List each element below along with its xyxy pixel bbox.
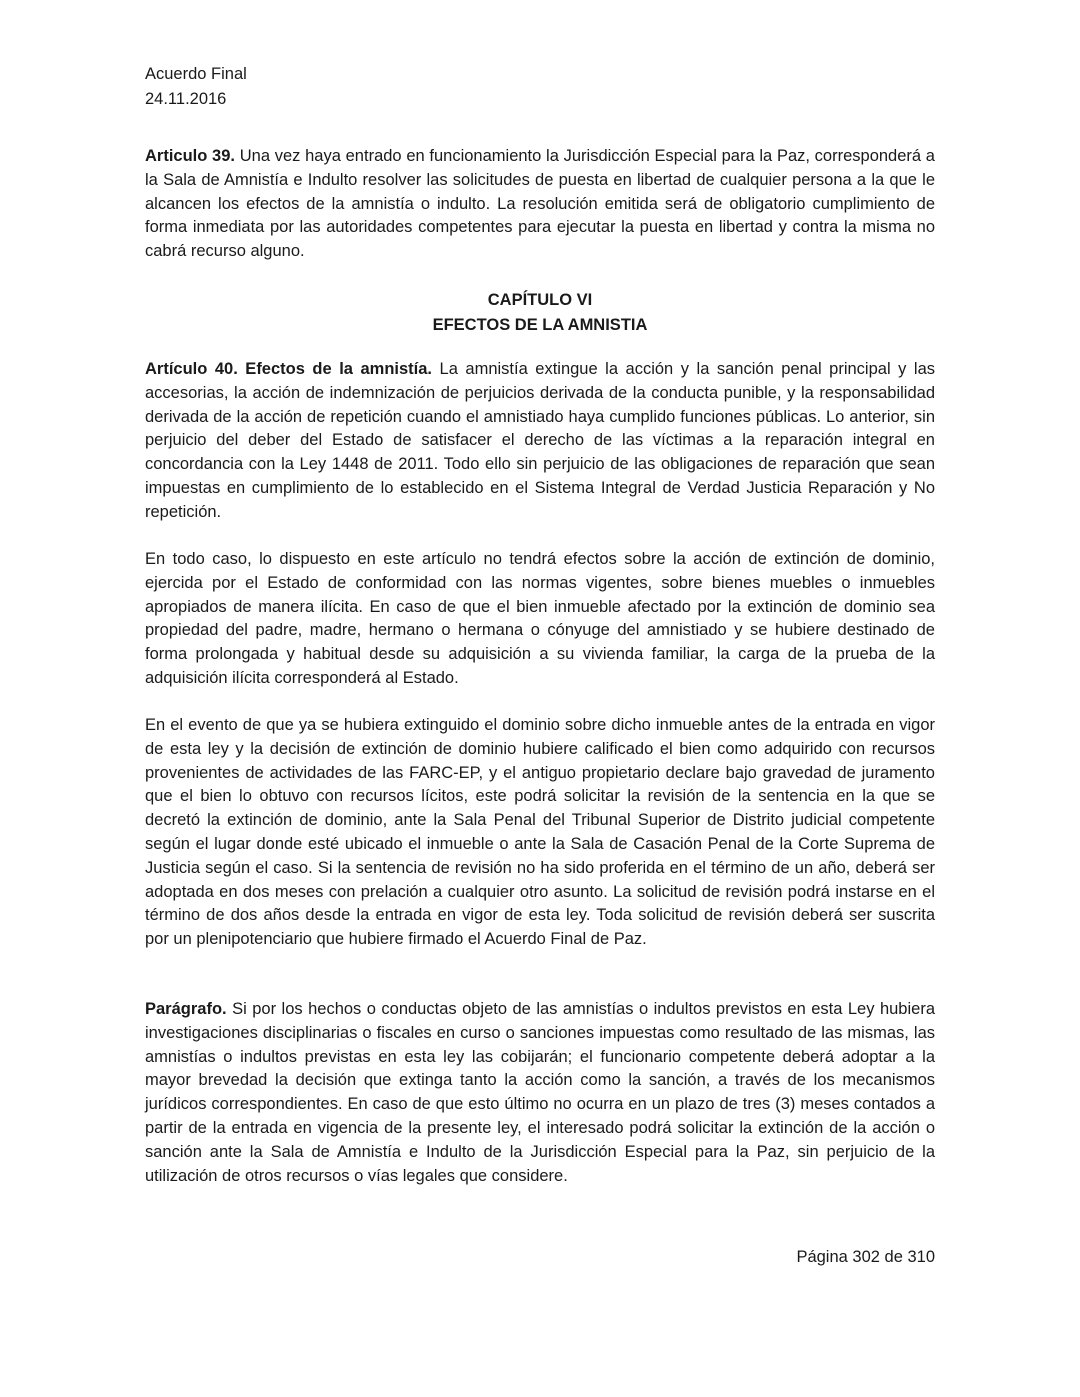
article-39-text: Una vez haya entrado en funcionamiento la Jurisdicción Especial para la Paz, corresponderá a la Sala de Amnistía e Indulto resolver las solicitudes de puesta en libertad de cualquier persona a la que le alcancen los efectos de la amnistía o indulto. La resolución emitida será de obligatorio cumplimiento de forma inmediata por las autoridades competentes para ejecutar la puesta en libertad y contra la misma no cabrá recurso alguno. (145, 147, 935, 261)
paragrafo-text: Si por los hechos o conductas objeto de las amnistías o indultos previstos en esta Ley hubiera investigaciones disciplinarias o fiscales en curso o sanciones impuestas como resultado de las mismas, las amnistías o indultos previstas en esta ley las cobijarán; el funcionario competente deberá adoptar a la mayor brevedad la decisión que extinga tanto la acción como la sanción, a través de los mecanismos jurídicos correspondientes. En caso de que esto último no ocurra en un plazo de tres (3) meses contados a partir de la entrada en vigencia de la presente ley, el interesado podrá solicitar la extinción de la acción o sanción ante la Sala de Amnistía e Indulto de la Jurisdicción Especial para la Paz, sin perjuicio de la utilización de otros recursos o vías legales que considere. (145, 1000, 935, 1185)
header-date: 24.11.2016 (145, 90, 227, 108)
chapter-number: CAPÍTULO VI (487, 291, 593, 309)
article-40-paragraph (145, 358, 935, 525)
chapter-heading (145, 288, 935, 338)
article-39-paragraph (145, 145, 935, 264)
chapter-title: EFECTOS DE LA AMNISTIA (432, 316, 648, 334)
article-40-paragraph-2: En todo caso, lo dispuesto en este artículo no tendrá efectos sobre la acción de extinción de dominio, ejercida por el Estado de conformidad con las normas vigentes, sobre bienes muebles o inmuebles apropiados de manera ilícita. En caso de que el bien inmueble afectado por la extinción de dominio sea propiedad del padre, madre, hermano o hermana o cónyuge del amnistiado y se hubiere destinado de forma prolongada y habitual desde su adquisición a su vivienda familiar, la carga de la prueba de la adquisición ilícita corresponderá al Estado. (145, 550, 935, 687)
paragrafo-paragraph (145, 998, 935, 1188)
paragrafo-label: Parágrafo. (145, 1000, 227, 1018)
article-39-label: Articulo 39. (145, 147, 235, 165)
header-title: Acuerdo Final (145, 65, 247, 83)
article-40-text: La amnistía extingue la acción y la sanción penal principal y las accesorias, la acción de indemnización de perjuicios derivada de la conducta punible, y la responsabilidad derivada de la acción de repetición cuando el amnistiado haya cumplido funciones públicas. Lo anterior, sin perjuicio del deber del Estado de satisfacer el derecho de las víctimas a la reparación integral en concordancia con la Ley 1448 de 2011. Todo ello sin perjuicio de las obligaciones de reparación que sean impuestas en cumplimiento de lo establecido en el Sistema Integral de Verdad Justicia Reparación y No repetición. (145, 360, 935, 521)
document-header (145, 62, 935, 112)
article-40-label: Artículo 40. Efectos de la amnistía. (145, 360, 433, 378)
document-page (145, 62, 935, 1362)
article-40-paragraph-3: En el evento de que ya se hubiera extinguido el dominio sobre dicho inmueble antes de la entrada en vigor de esta ley y la decisión de extinción de dominio hubiere calificado el bien como adquirido con recursos provenientes de actividades de las FARC-EP, y el antiguo propietario declare bajo gravedad de juramento que el bien lo obtuvo con recursos lícitos, este podrá solicitar la revisión de la sentencia en la que se decretó la extinción de dominio, ante la Sala Penal del Tribunal Superior de Distrito judicial competente según el lugar donde esté ubicado el inmueble o ante la Sala de Casación Penal de la Corte Suprema de Justicia según el caso. Si la sentencia de revisión no ha sido proferida en el término de un año, deberá ser adoptada en dos meses con prelación a cualquier otro asunto. La solicitud de revisión podrá instarse en el término de dos años desde la entrada en vigor de esta ley. Toda solicitud de revisión deberá ser suscrita por un plenipotenciario que hubiere firmado el Acuerdo Final de Paz. (145, 716, 935, 949)
page-number: Página 302 de 310 (796, 1248, 935, 1266)
